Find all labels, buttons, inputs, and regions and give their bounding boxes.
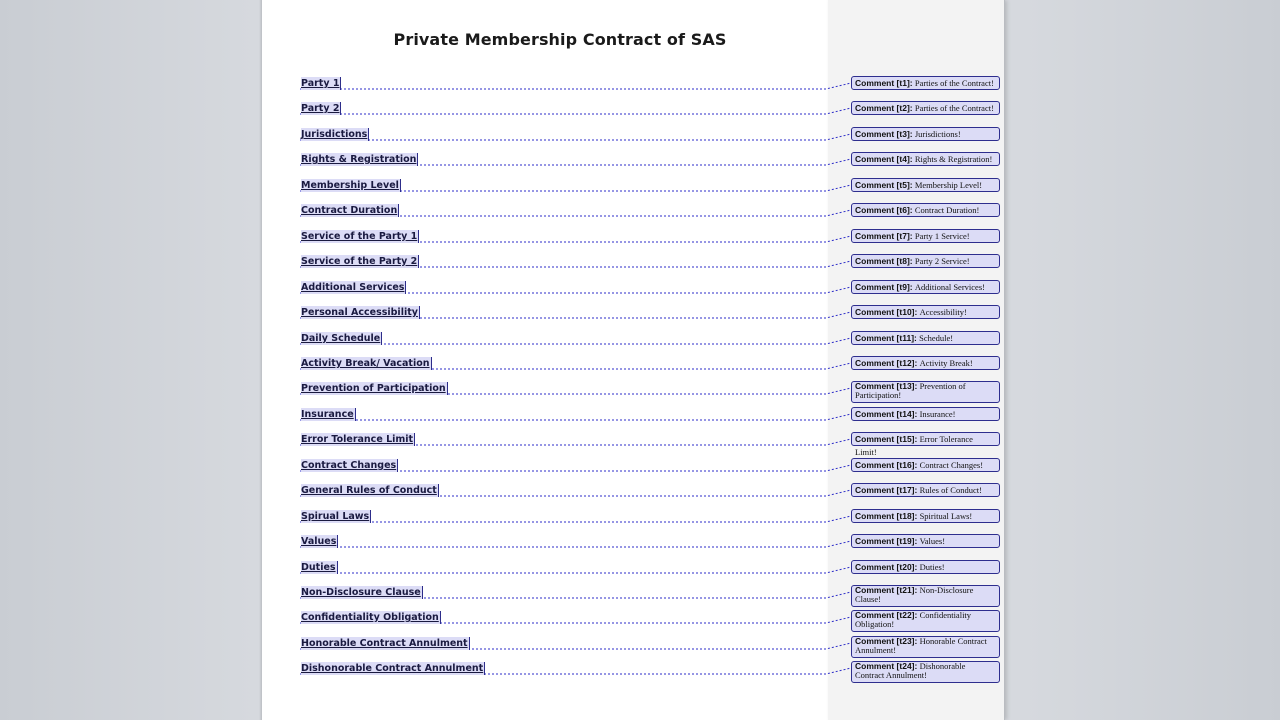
comment-bubble[interactable] bbox=[851, 585, 1000, 607]
comment-bubble[interactable] bbox=[851, 610, 1000, 632]
section-heading[interactable]: General Rules of Conduct bbox=[301, 485, 437, 496]
comment-text: Non-Disclosure Clause! bbox=[855, 585, 974, 604]
comment-bubble[interactable] bbox=[851, 76, 1000, 90]
comment-bubble[interactable] bbox=[851, 407, 1000, 421]
section-heading[interactable]: Party 1 bbox=[301, 78, 340, 89]
section-heading[interactable]: Membership Level bbox=[301, 180, 399, 191]
comment-label: Comment [t7]: bbox=[855, 231, 913, 241]
comment-text: Rules of Conduct! bbox=[919, 485, 982, 495]
comment-text: Jurisdictions! bbox=[914, 129, 961, 139]
comment-label: Comment [t24]: bbox=[855, 661, 918, 671]
comment-text: Party 2 Service! bbox=[914, 256, 970, 266]
comment-bubble[interactable] bbox=[851, 636, 1000, 658]
comment-text: Dishonorable Contract Annulment! bbox=[855, 661, 966, 680]
comment-label: Comment [t15]: bbox=[855, 434, 918, 444]
section-heading[interactable]: Party 2 bbox=[301, 103, 340, 114]
comment-text: Party 1 Service! bbox=[914, 231, 970, 241]
comment-label: Comment [t18]: bbox=[855, 511, 918, 521]
section-heading[interactable]: Additional Services bbox=[301, 282, 405, 293]
comment-bubble[interactable] bbox=[851, 331, 1000, 345]
section-heading[interactable]: Personal Accessibility bbox=[301, 307, 418, 318]
comment-text: Rights & Registration! bbox=[914, 154, 993, 164]
comment-bubble[interactable] bbox=[851, 127, 1000, 141]
comment-bubble[interactable] bbox=[851, 534, 1000, 548]
comment-label: Comment [t8]: bbox=[855, 256, 913, 266]
comment-label: Comment [t21]: bbox=[855, 585, 918, 595]
comment-label: Comment [t16]: bbox=[855, 460, 918, 470]
comment-bubble[interactable] bbox=[851, 101, 1000, 115]
comment-text: Insurance! bbox=[919, 409, 956, 419]
section-heading[interactable]: Duties bbox=[301, 562, 336, 573]
comment-bubble[interactable] bbox=[851, 305, 1000, 319]
section-heading[interactable]: Dishonorable Contract Annulment bbox=[301, 663, 484, 674]
comment-text: Accessibility! bbox=[919, 307, 967, 317]
comment-bubble[interactable] bbox=[851, 356, 1000, 370]
comment-bubble[interactable] bbox=[851, 280, 1000, 294]
section-heading[interactable]: Activity Break/ Vacation bbox=[301, 358, 430, 369]
comment-label: Comment [t12]: bbox=[855, 358, 918, 368]
comment-bubble[interactable] bbox=[851, 661, 1000, 683]
comment-bubble[interactable] bbox=[851, 483, 1000, 497]
comment-label: Comment [t1]: bbox=[855, 78, 913, 88]
section-heading[interactable]: Jurisdictions bbox=[301, 129, 368, 140]
comment-text: Duties! bbox=[919, 562, 945, 572]
section-heading[interactable]: Non-Disclosure Clause bbox=[301, 587, 421, 598]
comment-bubble[interactable] bbox=[851, 458, 1000, 472]
section-heading[interactable]: Spirual Laws bbox=[301, 511, 370, 522]
section-heading[interactable]: Honorable Contract Annulment bbox=[301, 638, 468, 649]
comment-text: Values! bbox=[919, 536, 946, 546]
comment-label: Comment [t20]: bbox=[855, 562, 918, 572]
comment-text: Contract Duration! bbox=[914, 205, 980, 215]
comment-label: Comment [t11]: bbox=[855, 333, 917, 343]
comment-label: Comment [t17]: bbox=[855, 485, 918, 495]
document-title: Private Membership Contract of SAS bbox=[393, 30, 727, 49]
comment-text: Confidentiality Obligation! bbox=[855, 610, 972, 629]
section-heading[interactable]: Contract Changes bbox=[301, 460, 397, 471]
section-heading[interactable]: Service of the Party 2 bbox=[301, 256, 418, 267]
comment-label: Comment [t5]: bbox=[855, 180, 913, 190]
section-heading[interactable]: Values bbox=[301, 536, 337, 547]
section-heading[interactable]: Service of the Party 1 bbox=[301, 231, 418, 242]
comment-text: Schedule! bbox=[919, 333, 954, 343]
comment-bubble[interactable] bbox=[851, 229, 1000, 243]
comment-bubble[interactable] bbox=[851, 509, 1000, 523]
comment-text: Error Tolerance Limit! bbox=[855, 434, 973, 457]
comment-bubble[interactable] bbox=[851, 432, 1000, 457]
comment-text: Parties of the Contract! bbox=[914, 78, 994, 88]
comment-text: Parties of the Contract! bbox=[914, 103, 994, 113]
section-heading[interactable]: Confidentiality Obligation bbox=[301, 612, 439, 623]
comment-bubble[interactable] bbox=[851, 152, 1000, 166]
comment-label: Comment [t2]: bbox=[855, 103, 913, 113]
comment-label: Comment [t10]: bbox=[855, 307, 918, 317]
section-heading[interactable]: Insurance bbox=[301, 409, 354, 420]
comment-label: Comment [t6]: bbox=[855, 205, 913, 215]
section-heading[interactable]: Rights & Registration bbox=[301, 154, 417, 165]
comment-label: Comment [t4]: bbox=[855, 154, 913, 164]
comment-text: Spiritual Laws! bbox=[919, 511, 973, 521]
section-heading[interactable]: Prevention of Participation bbox=[301, 383, 446, 394]
comment-bubble[interactable] bbox=[851, 560, 1000, 574]
comment-text: Membership Level! bbox=[914, 180, 983, 190]
comment-bubble[interactable] bbox=[851, 203, 1000, 217]
comment-bubble[interactable] bbox=[851, 381, 1000, 403]
section-heading[interactable]: Daily Schedule bbox=[301, 333, 381, 344]
comment-label: Comment [t23]: bbox=[855, 636, 918, 646]
comment-text: Honorable Contract Annulment! bbox=[855, 636, 987, 655]
comment-text: Activity Break! bbox=[919, 358, 973, 368]
comment-label: Comment [t14]: bbox=[855, 409, 918, 419]
comment-text: Contract Changes! bbox=[919, 460, 984, 470]
comment-text: Prevention of Participation! bbox=[855, 381, 966, 400]
section-heading[interactable]: Error Tolerance Limit bbox=[301, 434, 414, 445]
comment-label: Comment [t3]: bbox=[855, 129, 913, 139]
comment-bubble[interactable] bbox=[851, 254, 1000, 268]
section-heading[interactable]: Contract Duration bbox=[301, 205, 398, 216]
comment-label: Comment [t13]: bbox=[855, 381, 918, 391]
comment-bubble[interactable] bbox=[851, 178, 1000, 192]
comment-label: Comment [t22]: bbox=[855, 610, 918, 620]
comment-text: Additional Services! bbox=[914, 282, 985, 292]
comment-label: Comment [t9]: bbox=[855, 282, 913, 292]
comment-label: Comment [t19]: bbox=[855, 536, 918, 546]
